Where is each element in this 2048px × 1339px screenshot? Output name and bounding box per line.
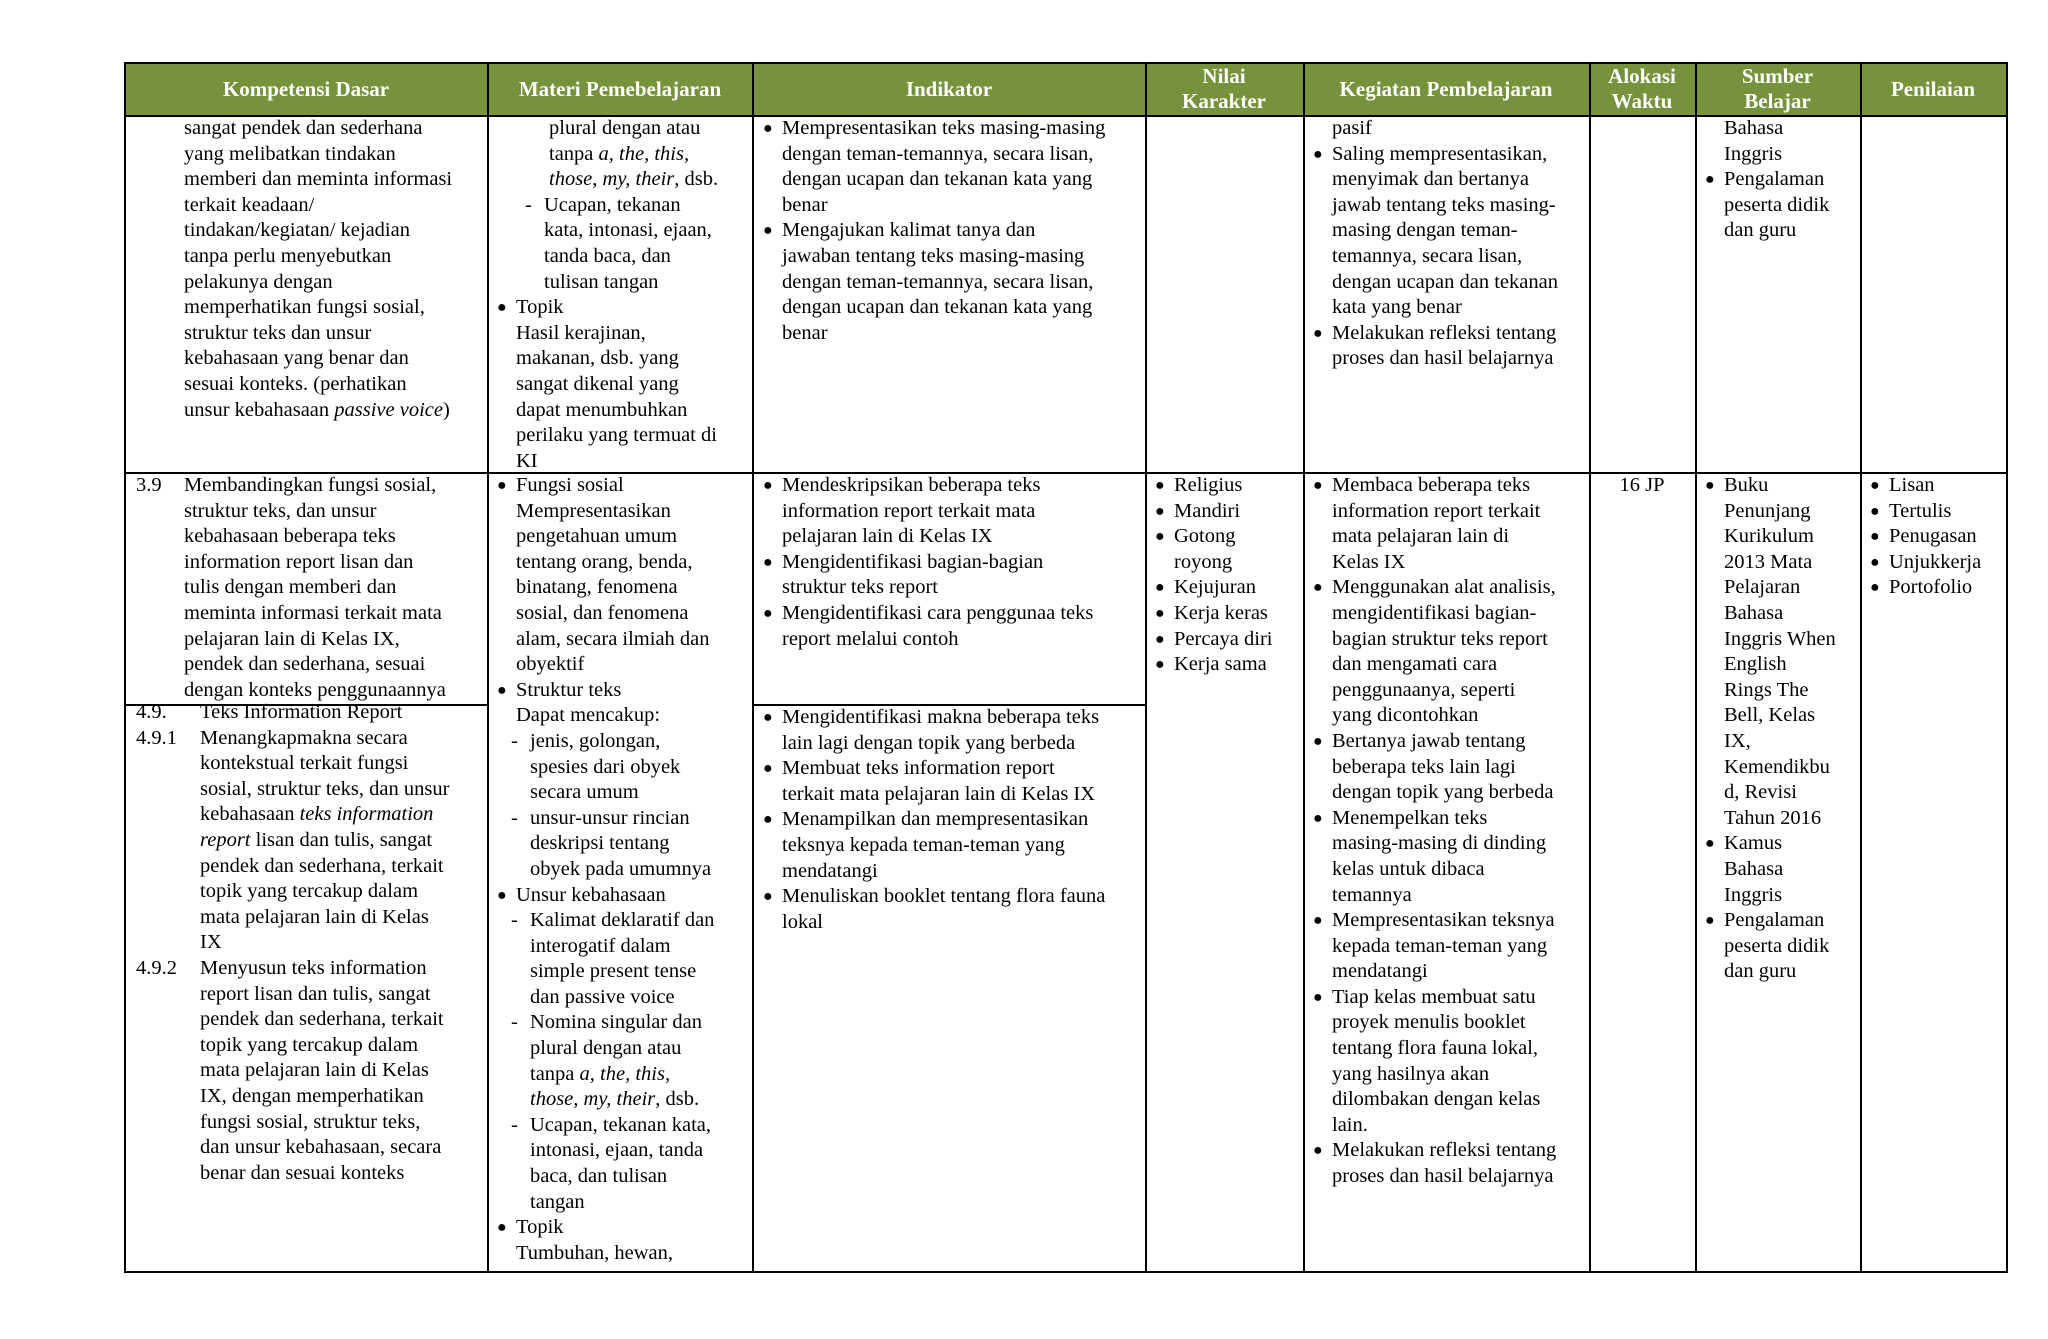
list-item: ● Portofolio <box>1870 575 2004 601</box>
bullet-icon: ● <box>1870 477 1880 494</box>
bullet-icon: ● <box>1870 528 1880 546</box>
bullet-icon: ● <box>763 477 773 494</box>
bullet-icon: ● <box>1870 502 1880 520</box>
list-item: ● Bertanya jawab tentang beberapa teks lain lagi dengan topik yang berbeda <box>1313 729 1587 806</box>
list-item: ● Tertulis <box>1870 499 2004 525</box>
bullet-icon: ● <box>1155 528 1165 546</box>
list-dash-item: - Kalimat deklaratif dan interogatif dalam simple present tense dan passive voice <box>497 908 747 1010</box>
col-line <box>1860 62 1862 1273</box>
list-dash-item: - jenis, golongan, spesies dari obyek secara umum <box>497 729 747 806</box>
col-line <box>124 62 126 1273</box>
bullet-icon: ● <box>1313 732 1323 750</box>
list-item: ● Lisan <box>1870 473 2004 499</box>
list-item: ● Mengidentifikasi cara penggunaa teks report melalui contoh <box>763 601 1141 652</box>
bullet-icon: ● <box>1705 835 1715 853</box>
row2-kegiatan <box>1313 473 1587 1190</box>
dash-icon: - <box>511 909 518 932</box>
bullet-icon: ● <box>763 120 773 137</box>
list-item: ● Kamus Bahasa Inggris <box>1705 831 1857 908</box>
dash-icon: - <box>511 729 518 752</box>
row2-kompetensi-dasar-3-9: 3.9 Membandingkan fungsi sosial, struktur teks, dan unsur kebahasaan beberapa teks information report lisan dan tulis dengan memberi dan meminta informasi terkait mata pelajaran lain di Kelas IX, pendek dan sederhana, sesuai dengan konteks penggunaannya <box>136 474 446 701</box>
row1-sumber: Bahasa Inggris ● Pengalaman peserta didik dan guru <box>1705 116 1857 244</box>
table-border-bottom <box>124 1271 2008 1273</box>
header-kompetensi-dasar: Kompetensi Dasar <box>222 76 390 101</box>
list-item: ● Unsur kebahasaan <box>497 883 747 909</box>
bullet-icon: ● <box>1313 145 1323 163</box>
row1-indikator <box>763 116 1141 346</box>
list-item: ● Mandiri <box>1155 499 1301 525</box>
row2-kompetensi-dasar-4-9: 4.9. Teks Information Report 4.9.1 Menangkapmakna secara kontekstual terkait fungsi sosial, struktur teks, dan unsur kebahasaan teks information report lisan dan tulis, sangat pendek dan sederhana, terkait topik yang tercakup dalam mata pelajaran lain di Kelas IX 4.9.2 Menyusun teks information report lisan dan tulis, sangat pendek dan sederhana, terkait topik yang tercakup dalam mata pelajaran lain di Kelas IX, dengan memperhatikan fungsi sosial, struktur teks, dan unsur kebahasaan, secara benar dan sesuai konteks <box>136 701 450 1184</box>
list-item: ● Menempelkan teks masing-masing di dinding kelas untuk dibaca temannya <box>1313 806 1587 908</box>
bullet-icon: ● <box>1705 477 1715 494</box>
list-item: ● Menampilkan dan mempresentasikan teksnya kepada teman-teman yang mendatangi <box>763 807 1141 884</box>
col-line <box>1589 62 1591 1273</box>
list-item: ● Unjukkerja <box>1870 550 2004 576</box>
col-line <box>752 62 754 1273</box>
row2-indikator-a <box>763 473 1141 652</box>
list-item: ● Pengalaman peserta didik dan guru <box>1705 167 1857 244</box>
list-item: ● Kejujuran <box>1155 575 1301 601</box>
bullet-icon: ● <box>1313 477 1323 494</box>
bullet-icon: ● <box>1155 630 1165 648</box>
bullet-icon: ● <box>1155 502 1165 520</box>
list-item: ● Menuliskan booklet tentang flora fauna lokal <box>763 884 1141 935</box>
bullet-icon: ● <box>763 888 773 906</box>
list-item: ● Saling mempresentasikan, menyimak dan bertanya jawab tentang teks masing- masing dengan teman- temannya, secara lisan, dengan ucapan dan tekanan kata yang benar <box>1313 142 1587 321</box>
bullet-icon: ● <box>763 553 773 571</box>
list-item: ● Mengajukan kalimat tanya dan jawaban tentang teks masing-masing dengan teman-temannya, secara lisan, dengan ucapan dan tekanan kata yang benar <box>763 218 1141 346</box>
header-materi: Materi Pemebelajaran <box>518 76 722 101</box>
col-line <box>1145 62 1147 1273</box>
dash-icon: - <box>511 1113 518 1136</box>
list-item: ● Topik <box>497 1215 747 1241</box>
list-dash-item: - Nomina singular dan plural dengan atau tanpa a, the, this, those, my, their, dsb. <box>497 1010 747 1112</box>
header-kegiatan: Kegiatan Pembelajaran <box>1339 76 1553 101</box>
bullet-icon: ● <box>1313 324 1323 342</box>
bullet-icon: ● <box>1313 1142 1323 1160</box>
dash-icon: - <box>511 1011 518 1034</box>
row1-materi: plural dengan atau tanpa a, the, this, those, my, their, dsb. - Ucapan, tekanan kata, intonasi, ejaan, tanda baca, dan tulisan tangan ● Topik Hasil kerajinan, makanan, dsb. yang sangat dikenal yang dapat menumbuhkan perilaku yang termuat di KI <box>497 116 747 474</box>
list-item: ● Melakukan refleksi tentang proses dan hasil belajarnya <box>1313 1138 1587 1189</box>
list-item: ● Fungsi sosial <box>497 473 747 499</box>
bullet-icon: ● <box>497 1219 507 1237</box>
col-line <box>1303 62 1305 1273</box>
row2-materi: ● Fungsi sosial Mempresentasikan pengetahuan umum tentang orang, benda, binatang, fenomena sosial, dan fenomena alam, secara ilmiah dan obyektif ● Struktur teks Dapat mencakup: - jenis, golongan, spesies dari obyek secara umum - unsur-unsur rincian deskripsi tentang obyek pada umumnya ● Unsur kebahasaan - Kalimat deklaratif dan interogatif dalam simple present tense dan passive voice - Nomina singular dan plural dengan atau tanpa a, the, this, those, my, their, dsb. - Ucapan, tekanan kata, intonasi, ejaan, tanda baca, dan tulisan tangan ● Topik Tumbuhan, hewan, <box>497 473 747 1266</box>
row1-kompetensi-dasar: sangat pendek dan sederhana yang melibatkan tindakan memberi dan meminta informasi terkait keadaan/ tindakan/kegiatan/ kejadian tanpa perlu menyebutkan pelakunya dengan memperhatikan fungsi sosial, struktur teks dan unsur kebahasaan yang benar dan sesuai konteks. (perhatikan unsur kebahasaan passive voice) <box>184 117 453 421</box>
header-nilai-karakter: Nilai Karakter <box>1182 64 1266 113</box>
col-line <box>2006 62 2008 1273</box>
list-item: ● Religius <box>1155 473 1301 499</box>
bullet-icon: ● <box>1705 171 1715 189</box>
bullet-icon: ● <box>1313 988 1323 1006</box>
bullet-icon: ● <box>1313 809 1323 827</box>
bullet-icon: ● <box>1870 553 1880 571</box>
row2-nilai-karakter <box>1155 473 1301 678</box>
row2-indikator-b <box>763 705 1141 935</box>
col-line <box>1695 62 1697 1273</box>
bullet-icon: ● <box>1155 604 1165 622</box>
bullet-icon: ● <box>763 811 773 829</box>
list-item: ● Mempresentasikan teksnya kepada teman-teman yang mendatangi <box>1313 908 1587 985</box>
list-dash-item: - Ucapan, tekanan kata, intonasi, ejaan, tanda baca, dan tulisan tangan <box>497 1113 747 1215</box>
row2-sumber <box>1705 473 1857 985</box>
list-item: ● Mendeskripsikan beberapa teks information report terkait mata pelajaran lain di Kelas IX <box>763 473 1141 550</box>
bullet-icon: ● <box>497 681 507 699</box>
bullet-icon: ● <box>497 477 507 494</box>
list-item: ● Kerja sama <box>1155 652 1301 678</box>
list-item: ● Penugasan <box>1870 524 2004 550</box>
row2-alokasi-waktu: 16 JP <box>1619 474 1665 496</box>
header-sumber-belajar: Sumber Belajar <box>1741 64 1814 113</box>
list-item: ● Topik <box>497 295 747 321</box>
list-item: ● Menggunakan alat analisis, mengidentifikasi bagian- bagian struktur teks report dan mengamati cara penggunaanya, seperti yang dicontohkan <box>1313 575 1587 729</box>
bullet-icon: ● <box>763 222 773 240</box>
list-dash-item: - unsur-unsur rincian deskripsi tentang obyek pada umumnya <box>497 806 747 883</box>
list-item: ● Pengalaman peserta didik dan guru <box>1705 908 1857 985</box>
bullet-icon: ● <box>1155 656 1165 674</box>
col-line <box>487 62 489 1273</box>
bullet-icon: ● <box>763 604 773 622</box>
dash-icon: - <box>525 193 532 216</box>
list-item: ● Kerja keras <box>1155 601 1301 627</box>
bullet-icon: ● <box>1155 579 1165 597</box>
dash-icon: - <box>511 806 518 829</box>
row2-penilaian <box>1870 473 2004 601</box>
table-border-top <box>124 62 2008 64</box>
bullet-icon: ● <box>1705 912 1715 930</box>
list-item: ● Mengidentifikasi makna beberapa teks lain lagi dengan topik yang berbeda <box>763 705 1141 756</box>
list-item: ● Mempresentasikan teks masing-masing dengan teman-temannya, secara lisan, dengan ucapan dan tekanan kata yang benar <box>763 116 1141 218</box>
list-item: ● Gotong royong <box>1155 524 1301 575</box>
bullet-icon: ● <box>763 760 773 778</box>
bullet-icon: ● <box>1313 579 1323 597</box>
bullet-icon: ● <box>1313 912 1323 930</box>
list-item: ● Buku Penunjang Kurikulum 2013 Mata Pelajaran Bahasa Inggris When English Rings The Bell, Kelas IX, Kemendikbu d, Revisi Tahun 2016 <box>1705 473 1857 831</box>
list-dash-item: - Ucapan, tekanan kata, intonasi, ejaan, tanda baca, dan tulisan tangan <box>497 193 747 295</box>
bullet-icon: ● <box>763 709 773 726</box>
header-indikator: Indikator <box>905 76 993 101</box>
bullet-icon: ● <box>497 886 507 904</box>
list-item: ● Melakukan refleksi tentang proses dan hasil belajarnya <box>1313 321 1587 372</box>
list-item: ● Percaya diri <box>1155 627 1301 653</box>
list-item: ● Membuat teks information report terkait mata pelajaran lain di Kelas IX <box>763 756 1141 807</box>
list-item: ● Struktur teks <box>497 678 747 704</box>
header-alokasi-waktu: Alokasi Waktu <box>1608 64 1676 113</box>
header-penilaian: Penilaian <box>1890 76 1975 101</box>
bullet-icon: ● <box>497 299 507 317</box>
list-item: ● Mengidentifikasi bagian-bagian struktur teks report <box>763 550 1141 601</box>
list-item: ● Membaca beberapa teks information report terkait mata pelajaran lain di Kelas IX <box>1313 473 1587 575</box>
bullet-icon: ● <box>1155 477 1165 494</box>
list-item: ● Tiap kelas membuat satu proyek menulis booklet tentang flora fauna lokal, yang hasilnya akan dilombakan dengan kelas lain. <box>1313 985 1587 1139</box>
row1-kegiatan: pasif ● Saling mempresentasikan, menyimak dan bertanya jawab tentang teks masing- masing dengan teman- temannya, secara lisan, dengan ucapan dan tekanan kata yang benar ● Melakukan refleksi tentang proses dan hasil belajarnya <box>1313 116 1587 372</box>
bullet-icon: ● <box>1870 579 1880 597</box>
